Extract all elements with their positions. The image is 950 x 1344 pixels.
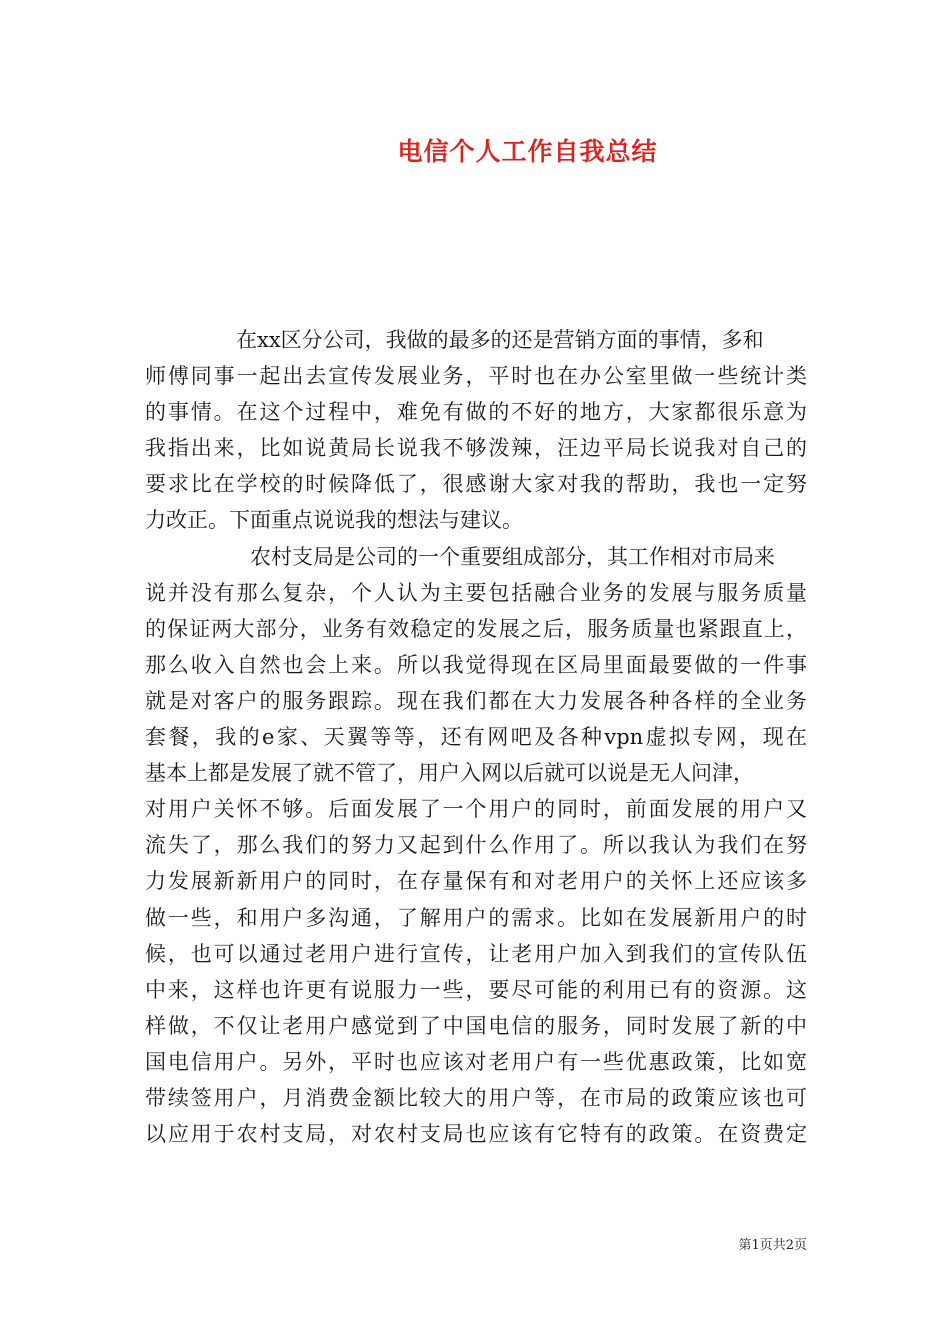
text-line: 师傅同事一起出去宣传发展业务，平时也在办公室里做一些统计类 [145,364,807,389]
document-title: 电信个人工作自我总结 [397,137,658,166]
text-line: 那么收入自然也会上来。所以我觉得现在区局里面最要做的一件事 [145,652,807,677]
text-line: 带续签用户，月消费金额比较大的用户等，在市局的政策应该也可 [145,1085,807,1110]
text-line: 中来，这样也许更有说服力一些，要尽可能的利用已有的资源。这 [145,977,807,1002]
text-line: 在xx区分公司，我做的最多的还是营销方面的事情，多和 [236,328,764,352]
text-line: 国电信用户。另外，平时也应该对老用户有一些优惠政策，比如宽 [145,1049,807,1074]
text-line: 我指出来，比如说黄局长说我不够泼辣，汪边平局长说我对自己的 [145,436,807,461]
text-line: 候，也可以通过老用户进行宣传，让老用户加入到我们的宣传队伍 [145,941,807,966]
text-line: 的保证两大部分，业务有效稳定的发展之后，服务质量也紧跟直上， [145,616,807,641]
page-indicator: 第1页共2页 [738,1238,807,1253]
document-body [145,322,807,1152]
text-line: 力改正。下面重点说说我的想法与建议。 [145,508,523,533]
text-line: 做一些，和用户多沟通，了解用户的需求。比如在发展新用户的时 [145,905,807,930]
text-line: 农村支局是公司的一个重要组成部分，其工作相对市局来 [250,544,775,569]
text-line: 就是对客户的服务跟踪。现在我们都在大力发展各种各样的全业务 [145,688,807,713]
text-line: 力发展新新用户的同时，在存量保有和对老用户的关怀上还应该多 [145,869,807,894]
text-line: 说并没有那么复杂，个人认为主要包括融合业务的发展与服务质量 [145,580,807,605]
text-line: 样做，不仅让老用户感觉到了中国电信的服务，同时发展了新的中 [145,1013,807,1038]
paragraph-1 [145,322,807,539]
text-line: 套餐，我的e家、天翼等等，还有网吧及各种vpn虚拟专网，现在 [145,725,807,750]
text-line: 以应用于农村支局，对农村支局也应该有它特有的政策。在资费定 [145,1122,807,1147]
text-line: 的事情。在这个过程中，难免有做的不好的地方，大家都很乐意为 [145,400,807,425]
text-line: 对用户关怀不够。后面发展了一个用户的同时，前面发展的用户又 [145,797,807,822]
text-line: 基本上都是发展了就不管了，用户入网以后就可以说是无人问津， [145,761,754,786]
paragraph-2 [145,539,807,1153]
text-line: 要求比在学校的时候降低了，很感谢大家对我的帮助，我也一定努 [145,472,807,497]
text-line: 流失了，那么我们的努力又起到什么作用了。所以我认为我们在努 [145,833,807,858]
